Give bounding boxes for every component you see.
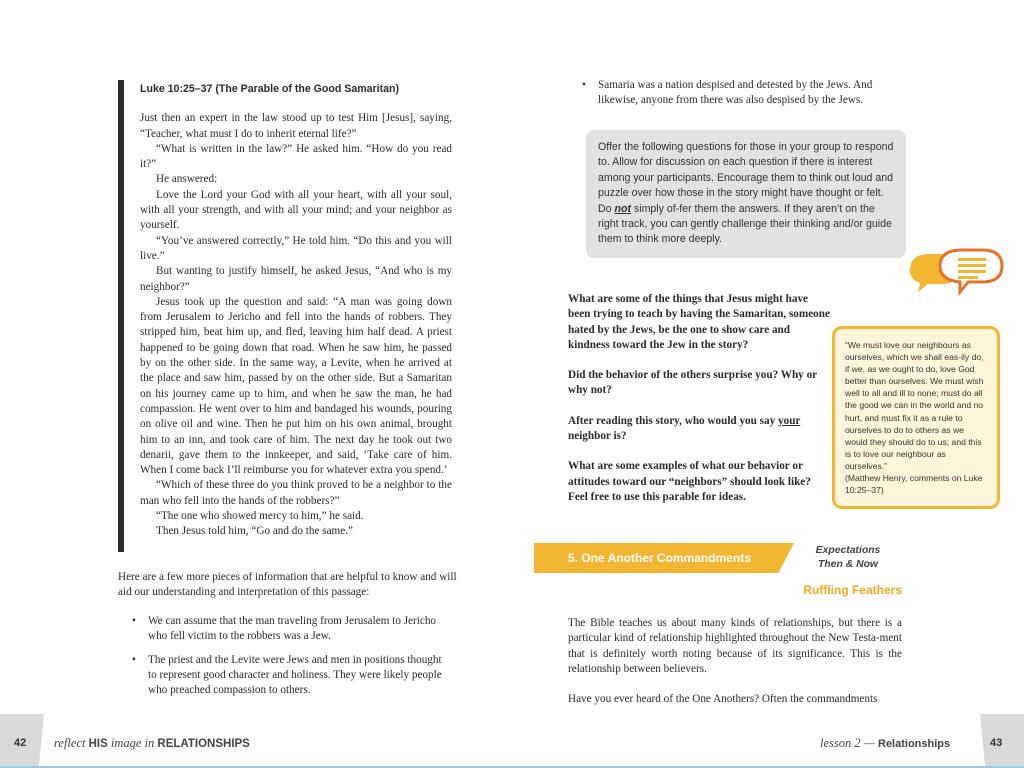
list-item	[118, 614, 448, 645]
body-paragraph: The Bible teaches us about many kinds of relationships, but there is a particular kind of relationship highlighted throughout the New Testa-ment that is definitely worth noting because of its significance. This is the relationship between believers.	[568, 617, 902, 675]
list-item	[568, 78, 898, 109]
footer-right-part: lesson 2 —	[820, 736, 878, 750]
scripture-paragraph: “Which of these three do you think proved to be a neighbor to the man who fell into the hands of the robbers?”	[140, 479, 452, 507]
body-text-right	[568, 616, 902, 722]
section-title: 5. One Another Commandments	[568, 551, 751, 565]
intro-paragraph: Here are a few more pieces of information that are helpful to know and will aid our understanding and interpretation of this passage:	[118, 571, 457, 599]
leader-note-box	[586, 130, 906, 258]
scripture-paragraph: “You’ve answered correctly,” He told him. “Do this and you will live.”	[140, 234, 452, 262]
quote-text: “We must love our neighbours as ourselves, which we shall eas-ily do, if we, as we ought to do, love God better than ourselves. We must wish well to all and ill to none; must do all the good we can in the world and no hurt, and must fix it as a rule to ourselves to do to others as we would they should do to us; and this is to love our neighbour as ourselves.”	[845, 340, 984, 471]
question-4: What are some examples of what our behavior or attitudes toward our “neighbors” should look like? Feel free to use this parable for ideas.	[568, 460, 811, 503]
leader-note-text: Offer the following questions for those in your group to respond to. Allow for discussion on each question if there is interest among your participants. Encourage them to think out loud and puzzle over how those in the story might have thought or felt. Do	[598, 141, 894, 215]
scripture-paragraph: Love the Lord your God with all your heart, with all your soul, with all your strength, and with all your mind; and your neighbor as yourself.	[140, 188, 452, 232]
footer-left-part: HIS	[88, 738, 108, 750]
quote-attribution: (Matthew Henry, comments on Luke 10:25–37)	[845, 473, 983, 496]
scripture-passage	[140, 82, 452, 540]
right-bullet-list	[568, 78, 898, 117]
scripture-paragraph: “What is written in the law?” He asked him. “How do you read it?”	[140, 142, 452, 171]
question-3-end: neighbor is?	[568, 430, 627, 443]
quote-box	[832, 326, 1000, 509]
leader-note-text-end: simply of-fer them the answers. If they aren’t on the right track, you can gently challenge their thinking and/or guide them to think more deeply.	[598, 202, 892, 246]
body-paragraph: Have you ever heard of the One Anothers? Often the commandments	[568, 693, 878, 706]
list-item-text: Samaria was a nation despised and detested by the Jews. And likewise, anyone from there was also despised by the Jews.	[598, 79, 873, 107]
question-3-text: After reading this story, who would you say	[568, 414, 778, 427]
footer-title-right	[820, 736, 950, 751]
list-item	[118, 653, 448, 699]
scripture-paragraph: “The one who showed mercy to him,” he said.	[156, 510, 364, 523]
question-1: What are some of the things that Jesus might have been trying to teach by having the Samaritan, someone hated by the Jews, be the one to show care and kindness toward the Jew in the story?	[568, 293, 830, 351]
tagline-line-1: Expectations	[815, 545, 881, 556]
speech-bubbles-icon	[906, 244, 1006, 298]
footer-right-part: Relationships	[878, 738, 951, 750]
scripture-paragraph: But wanting to justify himself, he asked Jesus, “And who is my neighbor?”	[140, 265, 452, 293]
question-2: Did the behavior of the others surprise you? Why or why not?	[568, 369, 817, 397]
scripture-paragraph: He answered:	[156, 173, 218, 186]
footer-left-part: RELATIONSHIPS	[157, 738, 250, 750]
section-tagline	[808, 544, 888, 572]
footer-left-part: image in	[107, 736, 158, 750]
bullet-icon: •	[132, 615, 136, 627]
scripture-paragraph: Then Jesus told him, “Go and do the same.”	[156, 525, 353, 538]
intro-text	[118, 570, 458, 601]
footer-left-part: reflect	[54, 736, 89, 750]
bullet-icon: •	[582, 79, 586, 91]
scripture-paragraph: Just then an expert in the law stood up to test Him [Jesus], saying, “Teacher, what must I do to inherit eternal life?”	[140, 112, 452, 140]
left-bullet-list	[118, 614, 448, 706]
page-number-left: 42	[14, 737, 27, 749]
discussion-questions	[568, 292, 830, 520]
tagline-line-2: Then & Now	[817, 559, 879, 570]
scripture-bar	[118, 80, 124, 552]
question-3-underlined: your	[778, 414, 801, 427]
list-item-text: We can assume that the man traveling from Jerusalem to Jericho who fell victim to the robbers was a Jew.	[148, 615, 437, 643]
list-item-text: The priest and the Levite were Jews and men in positions thought to represent good character and holiness. They were likely people who preached compassion to others.	[148, 653, 442, 697]
question-3	[568, 414, 830, 445]
page-number-right: 43	[990, 737, 1003, 749]
subheading: Ruffling Feathers	[803, 583, 902, 597]
leader-note-emphasis: not	[614, 202, 631, 215]
bullet-icon: •	[132, 653, 136, 666]
scripture-reference: Luke 10:25–37 (The Parable of the Good Samaritan)	[140, 83, 400, 95]
scripture-paragraph: Jesus took up the question and said: “A man was going down from Jerusalem to Jericho and fell into the hands of robbers. They stripped him, beat him up, and fled, leaving him half dead. A priest happened to be going down that road. When he saw him, he passed by on the other side. In the same way, a Levite, when he arrived at the place and saw him, passed by on the other side. But a Samaritan on his journey came up to him, and when he saw the man, he had compassion. He went over to him and bandaged his wounds, pouring on olive oil and wine. Then he put him on his own animal, brought him to an inn, and took care of him. The next day he took out two denarii, gave them to the innkeeper, and said, ‘Take care of him. When I come back I’ll reimburse you for whatever extra you spend.’	[140, 295, 452, 477]
footer-title-left	[54, 736, 250, 751]
